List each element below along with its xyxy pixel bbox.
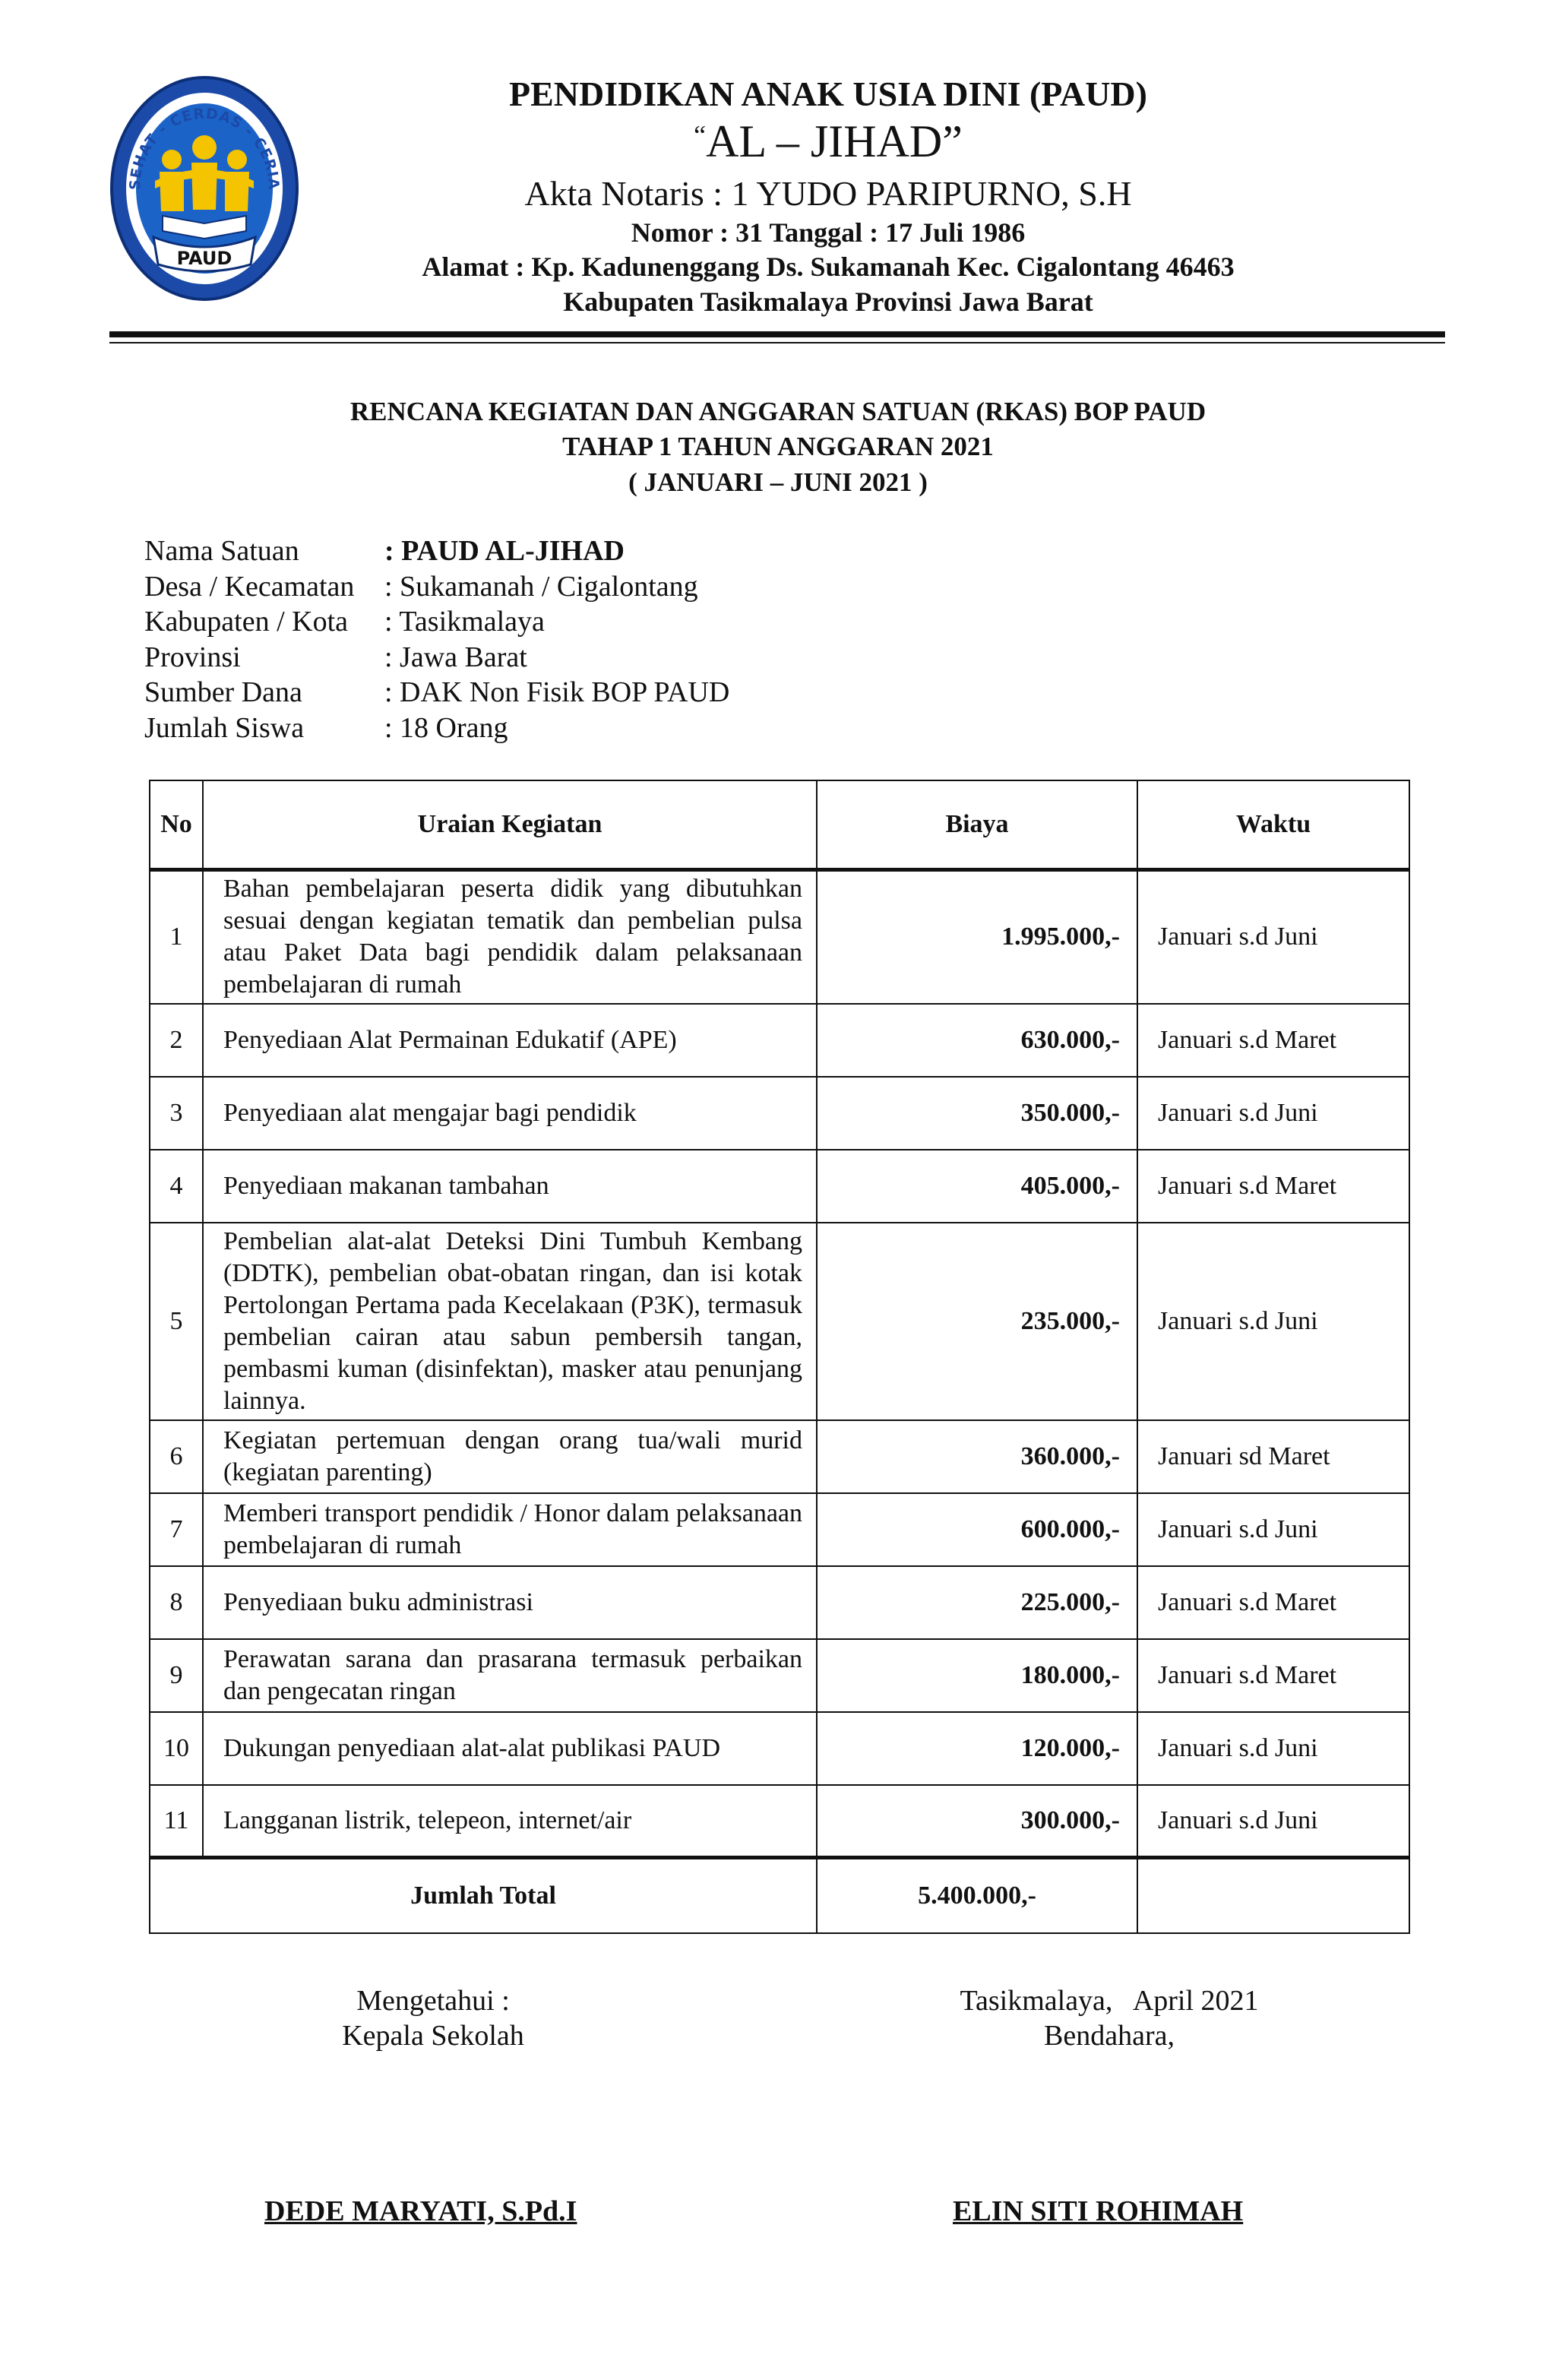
signature-left <box>274 1983 593 2053</box>
total-label: Jumlah Total <box>150 1858 817 1934</box>
budget-table <box>149 780 1410 1934</box>
row-biaya: 405.000,- <box>817 1150 1137 1223</box>
row-uraian: Kegiatan pertemuan dengan orang tua/wali murid (kegiatan parenting) <box>203 1420 817 1493</box>
header-waktu: Waktu <box>1137 780 1409 870</box>
row-waktu: Januari s.d Maret <box>1137 1150 1409 1223</box>
header-rule-thin <box>109 342 1445 343</box>
row-waktu: Januari sd Maret <box>1137 1420 1409 1493</box>
row-uraian: Penyediaan makanan tambahan <box>203 1150 817 1223</box>
header-uraian: Uraian Kegiatan <box>203 780 817 870</box>
table-row <box>150 1785 1409 1858</box>
close-quote: ” <box>942 116 963 166</box>
row-waktu: Januari s.d Juni <box>1137 1712 1409 1785</box>
row-no: 5 <box>150 1223 203 1420</box>
header-rule-thick <box>109 331 1445 337</box>
row-uraian: Penyediaan buku administrasi <box>203 1566 817 1639</box>
row-waktu: Januari s.d Maret <box>1137 1566 1409 1639</box>
row-no: 2 <box>150 1004 203 1077</box>
row-biaya: 225.000,- <box>817 1566 1137 1639</box>
row-biaya: 630.000,- <box>817 1004 1137 1077</box>
row-uraian: Dukungan penyediaan alat-alat publikasi PAUD <box>203 1712 817 1785</box>
school-type: PENDIDIKAN ANAK USIA DINI (PAUD) <box>509 74 1147 113</box>
info-value: : Jawa Barat <box>384 641 527 673</box>
row-no: 6 <box>150 1420 203 1493</box>
row-no: 3 <box>150 1077 203 1150</box>
table-header-row <box>150 780 1409 870</box>
signature-right-place-date: Tasikmalaya, April 2021 <box>960 1985 1259 2017</box>
info-row <box>144 604 729 640</box>
logo-motto: SEHAT - CERDAS - CERIA <box>126 105 283 191</box>
info-row <box>144 675 729 711</box>
signature-right-role: Bendahara, <box>1044 2020 1175 2052</box>
row-biaya: 360.000,- <box>817 1420 1137 1493</box>
info-row <box>144 569 729 605</box>
doc-title: RENCANA KEGIATAN DAN ANGGARAN SATUAN (RKAS) BOP PAUD <box>349 397 1207 426</box>
info-block <box>144 533 729 745</box>
signer-left-name: DEDE MARYATI, S.Pd.I <box>264 2195 577 2227</box>
row-biaya: 600.000,- <box>817 1493 1137 1566</box>
row-waktu: Januari s.d Juni <box>1137 870 1409 1004</box>
row-no: 8 <box>150 1566 203 1639</box>
row-biaya: 300.000,- <box>817 1785 1137 1858</box>
total-row <box>150 1858 1409 1934</box>
school-name-text: AL – JIHAD <box>706 116 943 166</box>
table-row <box>150 1004 1409 1077</box>
row-no: 4 <box>150 1150 203 1223</box>
row-no: 10 <box>150 1712 203 1785</box>
table-row <box>150 1639 1409 1712</box>
signature-right <box>897 1983 1322 2053</box>
row-uraian: Penyediaan Alat Permainan Edukatif (APE) <box>203 1004 817 1077</box>
row-waktu: Januari s.d Juni <box>1137 1493 1409 1566</box>
row-waktu: Januari s.d Maret <box>1137 1004 1409 1077</box>
row-waktu: Januari s.d Juni <box>1137 1223 1409 1420</box>
info-value: : PAUD AL-JIHAD <box>384 535 625 567</box>
signature-left-line1: Mengetahui : <box>356 1985 510 2017</box>
row-biaya: 120.000,- <box>817 1712 1137 1785</box>
table-row <box>150 1077 1409 1150</box>
total-empty <box>1137 1858 1409 1934</box>
info-value: : 18 Orang <box>384 711 508 744</box>
table-row <box>150 1493 1409 1566</box>
info-label: Nama Satuan <box>144 535 299 567</box>
info-label: Sumber Dana <box>144 676 302 708</box>
logo-ribbon-text: PAUD <box>176 248 232 269</box>
signature-left-role: Kepala Sekolah <box>342 2020 524 2052</box>
table-row <box>150 870 1409 1004</box>
table-row <box>150 1150 1409 1223</box>
signer-right-name: ELIN SITI ROHIMAH <box>953 2195 1244 2227</box>
info-value: : DAK Non Fisik BOP PAUD <box>384 676 730 708</box>
header-biaya: Biaya <box>817 780 1137 870</box>
info-label: Desa / Kecamatan <box>144 570 355 603</box>
doc-subtitle: TAHAP 1 TAHUN ANGGARAN 2021 <box>562 432 994 461</box>
info-row <box>144 640 729 676</box>
row-uraian: Langganan listrik, telepeon, internet/air <box>203 1785 817 1858</box>
row-biaya: 1.995.000,- <box>817 870 1137 1004</box>
school-name <box>319 116 1337 168</box>
info-label: Kabupaten / Kota <box>144 606 349 638</box>
row-no: 7 <box>150 1493 203 1566</box>
row-biaya: 180.000,- <box>817 1639 1137 1712</box>
notary-deed: Akta Notaris : 1 YUDO PARIPURNO, S.H <box>524 174 1132 213</box>
info-label: Provinsi <box>144 641 241 673</box>
row-waktu: Januari s.d Maret <box>1137 1639 1409 1712</box>
row-uraian: Penyediaan alat mengajar bagi pendidik <box>203 1077 817 1150</box>
info-row <box>144 711 729 746</box>
table-row <box>150 1712 1409 1785</box>
row-uraian: Perawatan sarana dan prasarana termasuk perbaikan dan pengecatan ringan <box>203 1639 817 1712</box>
total-value: 5.400.000,- <box>817 1858 1137 1934</box>
row-waktu: Januari s.d Juni <box>1137 1785 1409 1858</box>
row-uraian: Bahan pembelajaran peserta didik yang dibutuhkan sesuai dengan kegiatan tematik dan pembelian pulsa atau Paket Data bagi pendidik dalam pelaksanaan pembelajaran di rumah <box>203 870 817 1004</box>
row-biaya: 235.000,- <box>817 1223 1137 1420</box>
info-row <box>144 533 729 569</box>
info-value: : Sukamanah / Cigalontang <box>384 570 698 603</box>
row-no: 11 <box>150 1785 203 1858</box>
table-row <box>150 1420 1409 1493</box>
paud-logo <box>109 74 299 302</box>
regency: Kabupaten Tasikmalaya Provinsi Jawa Barat <box>563 286 1093 317</box>
row-uraian: Pembelian alat-alat Deteksi Dini Tumbuh Kembang (DDTK), pembelian obat-obatan ringan, dan isi kotak Pertolongan Pertama pada Kecelakaan (P3K), termasuk pembelian cairan atau sabun pembersih tangan, pembasmi kuman (disinfektan), masker atau penunjang lainnya. <box>203 1223 817 1420</box>
info-label: Jumlah Siswa <box>144 711 305 744</box>
row-biaya: 350.000,- <box>817 1077 1137 1150</box>
address: Alamat : Kp. Kadunenggang Ds. Sukamanah Kec. Cigalontang 46463 <box>422 252 1235 282</box>
header-no: No <box>150 780 203 870</box>
table-row <box>150 1223 1409 1420</box>
info-value: : Tasikmalaya <box>384 606 545 638</box>
open-quote: “ <box>694 120 707 150</box>
doc-period: ( JANUARI – JUNI 2021 ) <box>628 467 928 497</box>
row-waktu: Januari s.d Juni <box>1137 1077 1409 1150</box>
deed-number: Nomor : 31 Tanggal : 17 Juli 1986 <box>631 217 1026 248</box>
row-no: 9 <box>150 1639 203 1712</box>
row-no: 1 <box>150 870 203 1004</box>
table-row <box>150 1566 1409 1639</box>
row-uraian: Memberi transport pendidik / Honor dalam pelaksanaan pembelajaran di rumah <box>203 1493 817 1566</box>
